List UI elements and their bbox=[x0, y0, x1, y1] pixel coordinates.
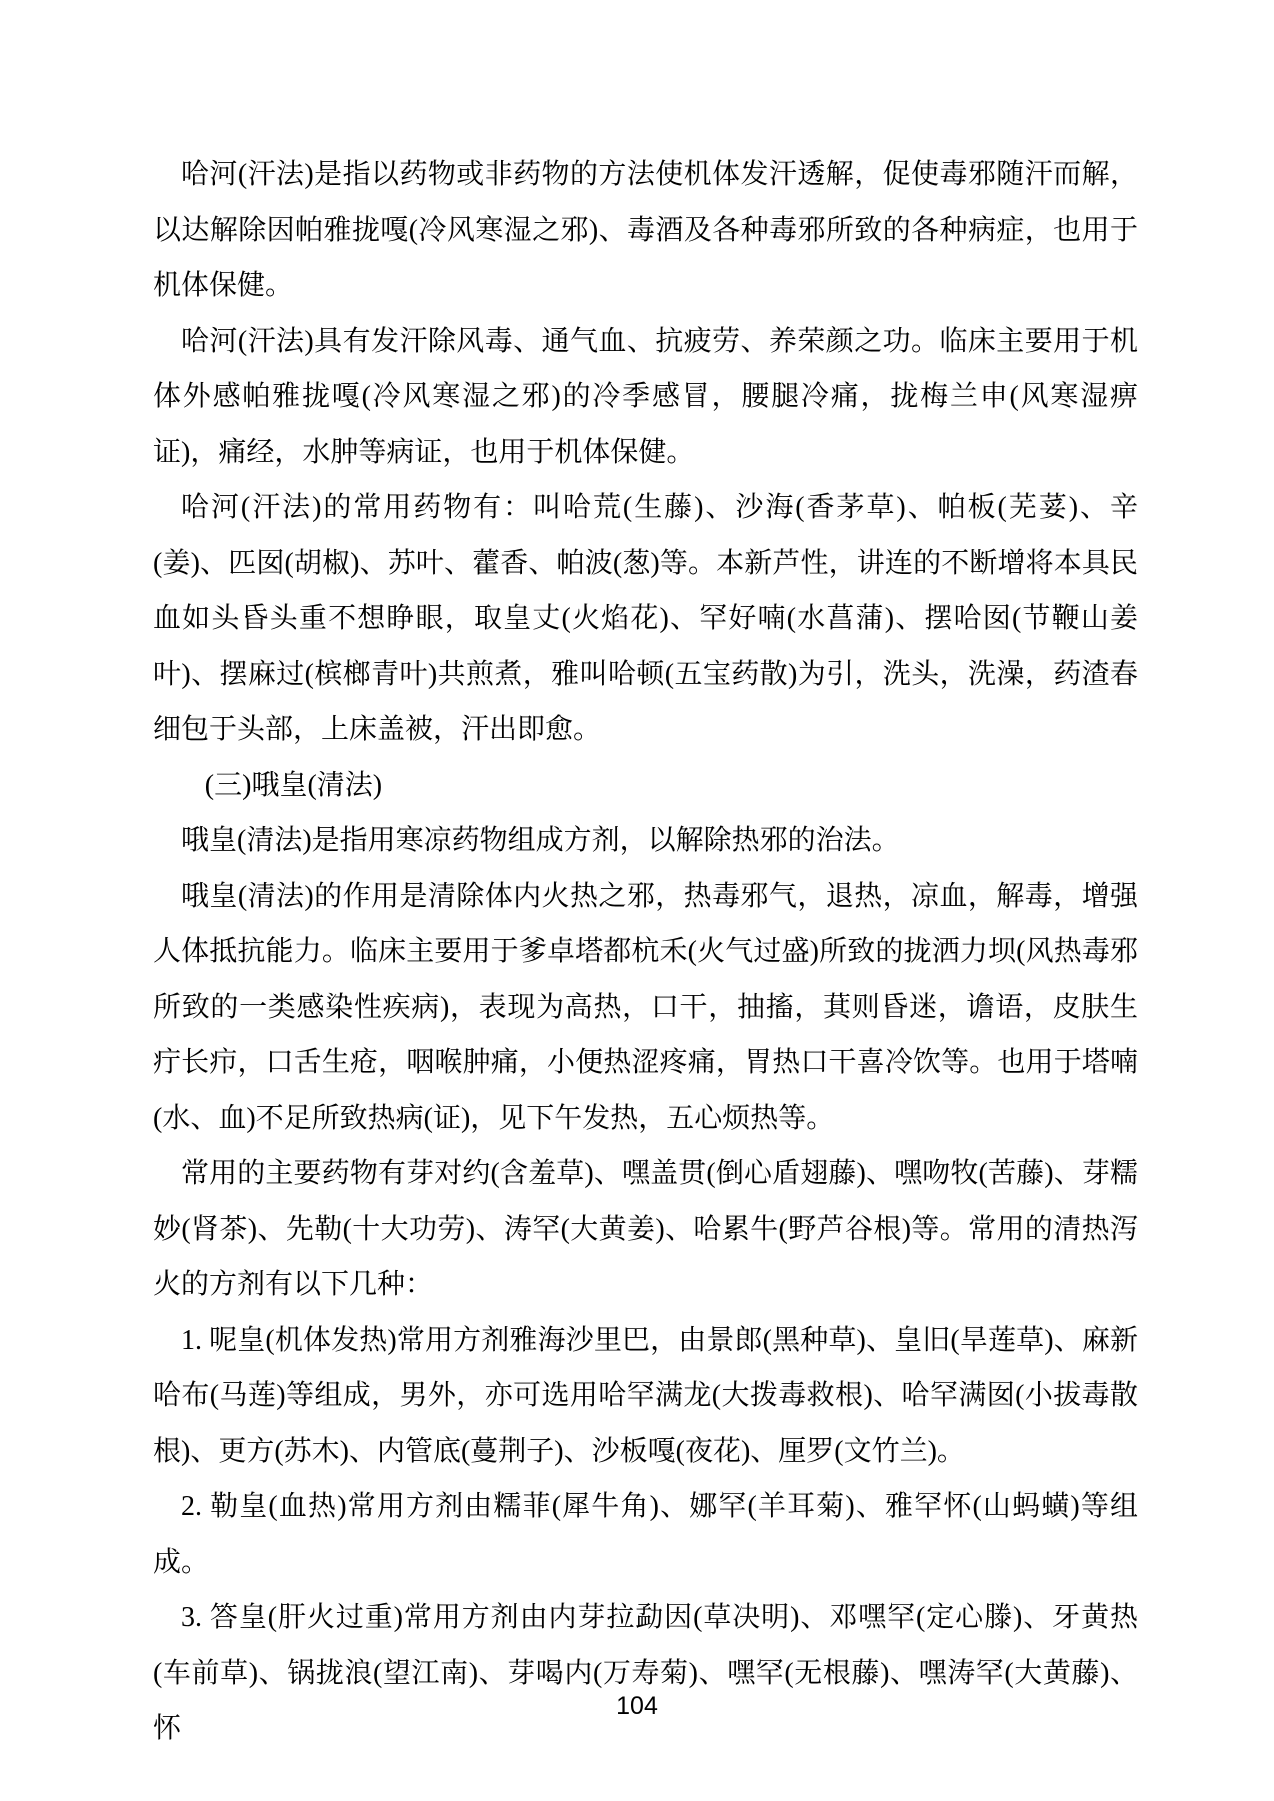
paragraph-sweat-method-definition: 哈河(汗法)是指以药物或非药物的方法使机体发汗透解，促使毒邪随汗而解，以达解除因帕雅拢嘎(冷风寒湿之邪)、毒酒及各种毒邪所致的各种病症，也用于机体保健。 bbox=[153, 159, 1138, 301]
list-item-3-dahuang-formula: 3. 答皇(肝火过重)常用方剂由内芽拉勐因(草决明)、邓嘿罕(定心滕)、牙黄热(车前草)、锅拢浪(望江南)、芽喝内(万寿菊)、嘿罕(无根藤)、嘿涛罕(大黄藤)、怀 bbox=[153, 1602, 1138, 1744]
paragraph-sweat-method-functions: 哈河(汗法)具有发汗除风毒、通气血、抗疲劳、养荣颜之功。临床主要用于机体外感帕雅拢嘎(冷风寒湿之邪)的冷季感冒，腰腿冷痛，拢梅兰申(风寒湿痹证)，痛经，水肿等病证，也用于机体保健。 bbox=[153, 325, 1138, 468]
list-item-1-nihuang-formula: 1. 呢皇(机体发热)常用方剂雅海沙里巴，由景郎(黑种草)、皇旧(旱莲草)、麻新哈布(马莲)等组成，男外，亦可选用哈罕满龙(大拨毒救根)、哈罕满囡(小拔毒散根)、更方(苏木)、内管底(蔓荆子)、沙板嘎(夜花)、厘罗(文竹兰)。 bbox=[153, 1324, 1138, 1467]
paragraph-qing-method-effects: 哦皇(清法)的作用是清除体内火热之邪，热毒邪气，退热，凉血，解毒，增强人体抵抗能力。临床主要用于爹卓塔都杭禾(火气过盛)所致的拢洒力坝(风热毒邪所致的一类感染性疾病)，表现为高热，口干，抽搐，萁则昏迷，谵语，皮肤生疔长疖，口舌生疮，咽喉肿痛，小便热涩疼痛，胃热口干喜冷饮等。也用于塔喃(水、血)不足所致热病(证)，见下午发热，五心烦热等。 bbox=[153, 880, 1138, 1134]
paragraph-qing-method-definition: 哦皇(清法)是指用寒凉药物组成方剂，以解除热邪的治法。 bbox=[181, 825, 900, 856]
paragraph-sweat-method-herbs: 哈河(汗法)的常用药物有：叫哈荒(生藤)、沙海(香茅草)、帕板(芜荽)、辛(姜)、匹囡(胡椒)、苏叶、藿香、帕波(葱)等。本新芦性，讲连的不断增将本具民血如头昏头重不想睁眼，取皇丈(火焰花)、罕好喃(水菖蒲)、摆哈囡(节鞭山姜叶)、摆麻过(槟榔青叶)共煎煮，雅叫哈顿(五宝药散)为引，洗头，洗澡，药渣春细包于头部，上床盖被，汗出即愈。 bbox=[153, 492, 1138, 745]
page-body-text bbox=[153, 147, 1138, 1757]
section-heading-qing-method: (三)哦皇(清法) bbox=[204, 769, 383, 801]
page-number: 104 bbox=[616, 1692, 658, 1720]
paragraph-qing-method-herbs: 常用的主要药物有芽对约(含羞草)、嘿盖贯(倒心盾翅藤)、嘿吻牧(苦藤)、芽糯妙(肾茶)、先勒(十大功劳)、涛罕(大黄姜)、哈累牛(野芦谷根)等。常用的清热泻火的方剂有以下几种： bbox=[153, 1158, 1138, 1300]
list-item-2-lehuang-formula: 2. 勒皇(血热)常用方剂由糯菲(犀牛角)、娜罕(羊耳菊)、雅罕怀(山蚂蟥)等组成。 bbox=[153, 1491, 1138, 1578]
